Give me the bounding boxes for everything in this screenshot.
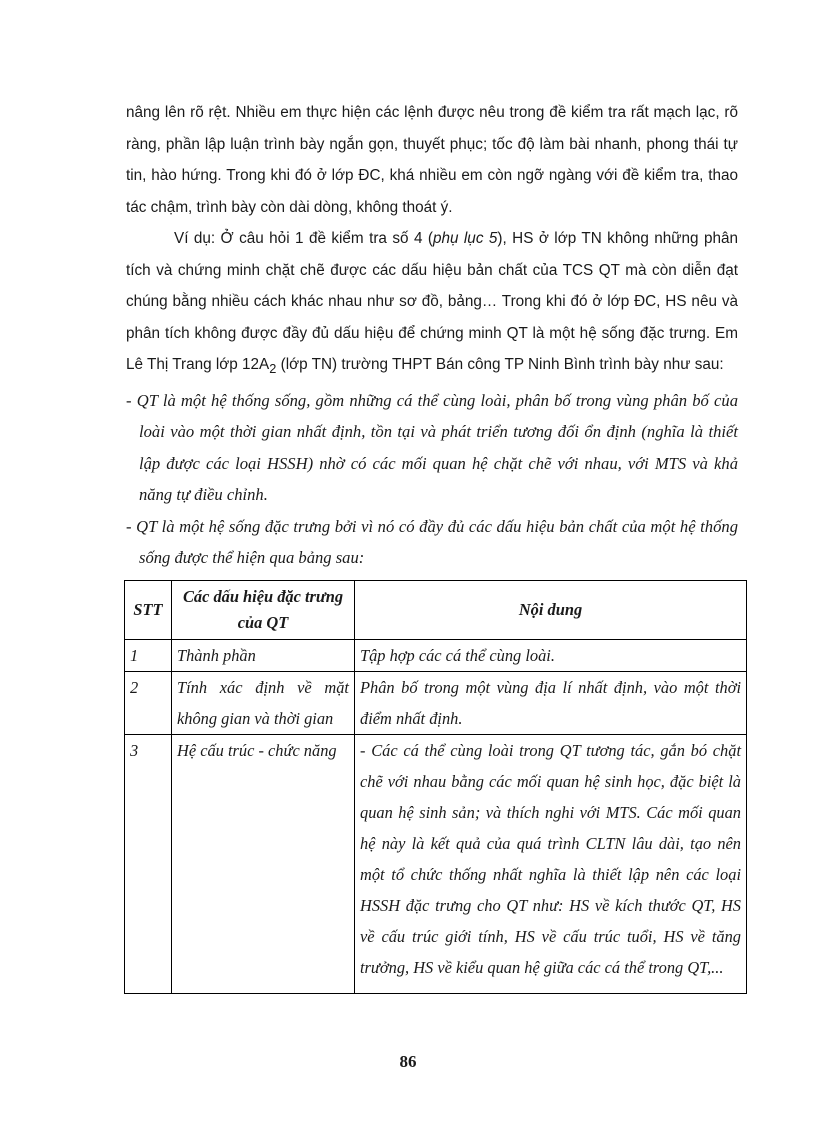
table-row: [125, 672, 747, 735]
header-feature: Các dấu hiệu đặc trưng của QT: [172, 581, 355, 640]
cell-feature: Tính xác định về mặt không gian và thời gian: [172, 672, 355, 735]
paragraph-results: nâng lên rõ rệt. Nhiều em thực hiện các lệnh được nêu trong đề kiểm tra rất mạch lạc, rõ ràng, phần lập luận trình bày ngắn gọn, thuyết phục; tốc độ làm bài nhanh, phong thái tự tin, hào hứng. Trong khi đó ở lớp ĐC, khá nhiều em còn ngỡ ngàng với đề kiểm tra, thao tác chậm, trình bày còn dài dòng, không thoát ý.: [126, 104, 738, 216]
cell-feature: Hệ cấu trúc - chức năng: [172, 735, 355, 994]
page-number: 86: [399, 1052, 417, 1071]
cell-content: Phân bố trong một vùng địa lí nhất định, vào một thời điểm nhất định.: [355, 672, 747, 735]
cell-stt: 1: [125, 640, 172, 672]
example-text-end: (lớp TN) trường THPT Bán công TP Ninh Bình trình bày như sau:: [276, 356, 724, 373]
body-text: [126, 97, 738, 574]
paragraph-example: [126, 223, 738, 385]
table-row: [125, 640, 747, 672]
class-subscript: 2: [269, 361, 277, 377]
bullet-table-intro: - QT là một hệ sống đặc trưng bởi vì nó có đầy đủ các dấu hiệu bản chất của một hệ thống sống được thể hiện qua bảng sau:: [126, 516, 738, 568]
header-stt: STT: [125, 581, 172, 640]
cell-content: Tập hợp các cá thể cùng loài.: [355, 640, 747, 672]
cell-content: - Các cá thể cùng loài trong QT tương tác, gắn bó chặt chẽ với nhau bằng các mối quan hệ sinh học, đặc biệt là quan hệ sinh sản; và thích nghi với MTS. Các mối quan hệ này là kết quả của quá trình CLTN lâu dài, tạo nên một tổ chức thống nhất nghĩa là thiết lập nên các loại HSSH đặc trưng cho QT như: HS về kích thước QT, HS về cấu trúc giới tính, HS về cấu trúc tuổi, HS về tăng trưởng, HS về kiểu quan hệ giữa các cá thể trong QT,...: [355, 735, 747, 994]
cell-feature: Thành phần: [172, 640, 355, 672]
bullet-definition: - QT là một hệ thống sống, gồm những cá thể cùng loài, phân bố trong vùng phân bố của loài vào một thời gian nhất định, tồn tại và phát triển tương đối ổn định (nghĩa là thiết lập được các loại HSSH) nhờ có các mối quan hệ chặt chẽ với nhau, với MTS và khả năng tự điều chỉnh.: [126, 390, 738, 505]
table-header-row: [125, 581, 747, 640]
example-text-middle: ), HS ở lớp TN không những phân tích và chứng minh chặt chẽ được các dấu hiệu bản chất của TCS QT mà còn diễn đạt chúng bằng nhiều cách khác nhau như sơ đồ, bảng… Trong khi đó ở lớp ĐC, HS nêu và phân tích không được đầy đủ dấu hiệu để chứng minh QT là một hệ sống đặc trưng. Em Lê Thị Trang lớp 12A: [126, 230, 739, 373]
characteristics-table: [124, 580, 747, 994]
header-content: Nội dung: [355, 581, 747, 640]
example-text-start: Ví dụ: Ở câu hỏi 1 đề kiểm tra số 4 (: [174, 230, 433, 247]
appendix-reference: phụ lục 5: [432, 230, 498, 247]
cell-stt: 2: [125, 672, 172, 735]
cell-stt: 3: [125, 735, 172, 994]
table-row: [125, 735, 747, 994]
